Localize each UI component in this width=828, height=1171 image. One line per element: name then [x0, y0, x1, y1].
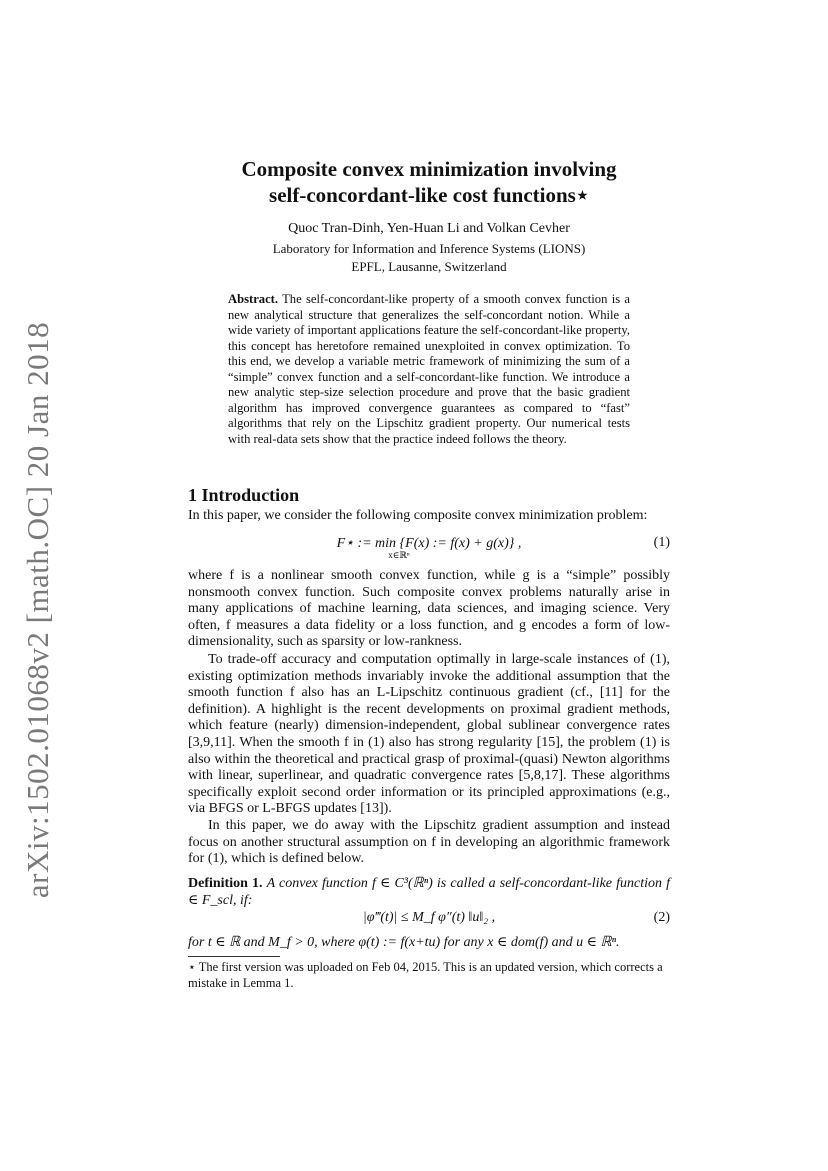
footnote: ⋆ The first version was uploaded on Feb 04, 2015. This is an updated version, which corrects a mistake in Lemma 1.: [188, 960, 663, 990]
equation-1-subscript: x∈ℝⁿ: [388, 550, 410, 560]
arxiv-watermark: arXiv:1502.01068v2 [math.OC] 20 Jan 2018: [20, 321, 55, 899]
affiliation-1: Laboratory for Information and Inference Systems (LIONS): [272, 241, 586, 256]
abstract: [228, 292, 630, 447]
equation-2-body: |φ‴(t)| ≤ M_f φ″(t) ‖u‖₂ ,: [362, 910, 496, 925]
paragraph-3: To trade-off accuracy and computation optimally in large-scale instances of (1), existing optimization methods invariably invoke the additional assumption that the smooth function f also has an L-Lipschitz continuous gradient (cf., [11] for the definition). A highlight is the recent developments on proximal gradient methods, which feature (nearly) dimension-independent, global sublinear convergence rates [3,9,11]. When the smooth f in (1) also has strong regularity [15], the problem (1) is also within the theoretical and practical grasp of proximal-(quasi) Newton algorithms with linear, superlinear, and quadratic convergence rates [5,8,17]. These algorithms specifically exploit second order information or its principled approximations (e.g., via BFGS or L-BFGS updates [13]).: [188, 652, 670, 817]
equation-1-body: [188, 535, 670, 561]
paragraph-2: where f is a nonlinear smooth convex function, while g is a “simple” possibly nonsmooth convex function. Such composite convex problems naturally arise in many applications of machine learning, data sciences, and imaging science. Very often, f measures a data fidelity or a loss function, and g encodes a form of low-dimensionality, such as sparsity or low-rankness.: [188, 568, 670, 650]
footnote-rule: [188, 956, 280, 957]
definition-1: [188, 876, 670, 909]
authors: Quoc Tran-Dinh, Yen-Huan Li and Volkan Cevher: [288, 221, 570, 236]
abstract-label: Abstract.: [228, 292, 279, 306]
section-heading: 1 Introduction: [188, 485, 300, 505]
definition-tail: for t ∈ ℝ and M_f > 0, where φ(t) := f(x+tu) for any x ∈ dom(f) and u ∈ ℝⁿ.: [188, 935, 620, 950]
equation-2-number: (2): [653, 910, 670, 925]
paragraph-1: In this paper, we consider the following composite convex minimization problem:: [188, 508, 648, 523]
title-line-1: Composite convex minimization involving: [241, 157, 617, 181]
paper-title: [188, 156, 670, 208]
definition-label: Definition 1.: [188, 876, 263, 891]
equation-1-number: (1): [653, 535, 670, 550]
equation-1: [188, 535, 670, 565]
title-line-2: self-concordant-like cost functions⋆: [269, 183, 589, 207]
equation-1-text: F⋆ := min {F(x) := f(x) + g(x)} ,: [336, 536, 522, 551]
equation-2: [188, 910, 670, 930]
abstract-text: The self-concordant-like property of a smooth convex function is a new analytical structure that generalizes the self-concordant notion. While a wide variety of important applications feature the self-concordant-like property, this concept has heretofore remained unexploited in convex optimization. To this end, we develop a variable metric framework of minimizing the sum of a “simple” convex function and a self-concordant-like function. We introduce a new analytic step-size selection procedure and prove that the basic gradient algorithm has improved convergence guarantees as compared to “fast” algorithms that rely on the Lipschitz gradient property. Our numerical tests with real-data sets show that the practice indeed follows the theory.: [228, 292, 631, 446]
definition-text: A convex function f ∈ C³(ℝⁿ) is called a self-concordant-like function f ∈ F_scl, if:: [188, 876, 670, 908]
author-block: [188, 220, 670, 276]
paragraph-4: In this paper, we do away with the Lipschitz gradient assumption and instead focus on another structural assumption on f in developing an algorithmic framework for (1), which is defined below.: [188, 818, 670, 867]
affiliation-2: EPFL, Lausanne, Switzerland: [351, 259, 507, 274]
